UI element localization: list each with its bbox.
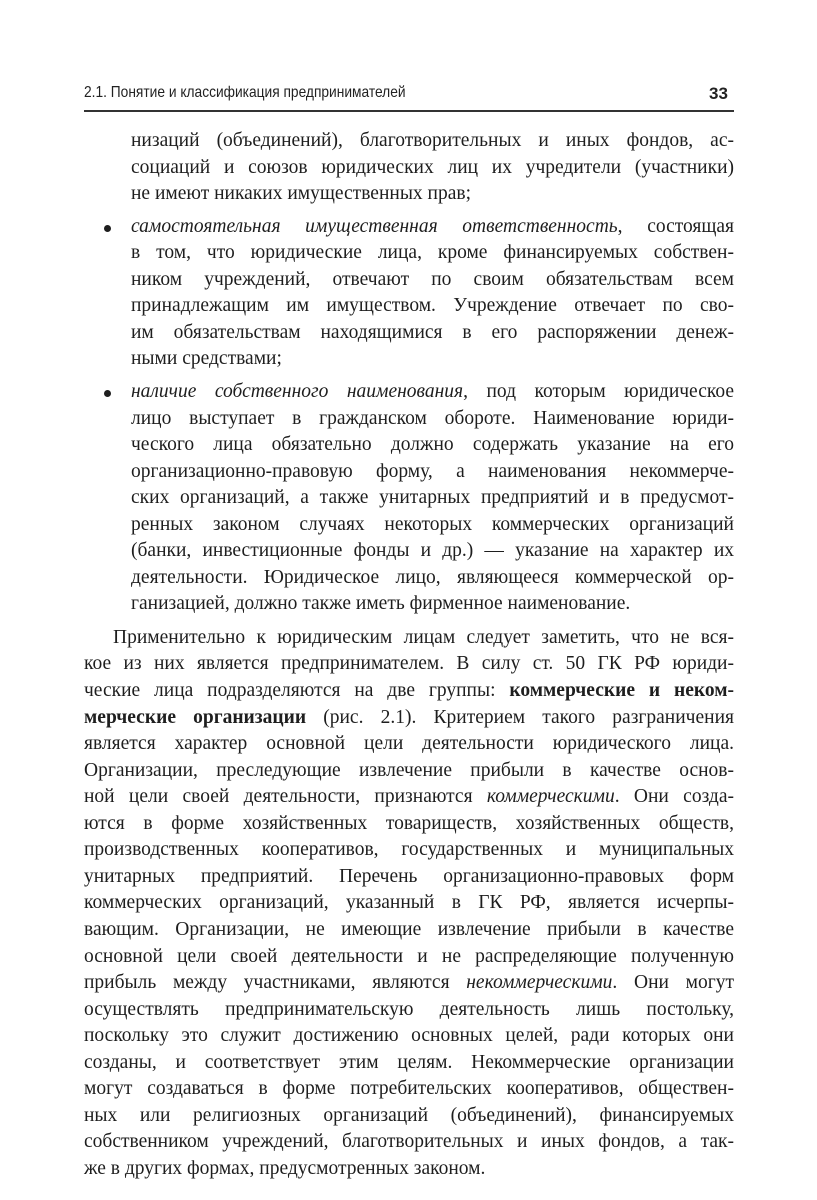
text-line [131, 514, 734, 536]
bullet-item-line [131, 216, 734, 238]
text-line [84, 760, 734, 782]
italic-term: некоммерческими [466, 972, 613, 994]
text-line [131, 183, 734, 205]
text-run: кое из них является предпринимателем. В силу ст. 50 ГК РФ юриди- [84, 653, 734, 675]
text-run: прибыль между участниками, являются [84, 972, 467, 994]
text-run: основной цели своей деятельности и не распределяющие полученную [84, 945, 734, 967]
text-run: ных или религиозных организаций (объединений), финансируемых [84, 1104, 734, 1126]
text-run: (банки, инвестиционные фонды и др.) — указание на характер их [131, 540, 734, 562]
text-line [131, 348, 734, 370]
text-run: осуществлять предпринимательскую деятельность лишь постольку, [84, 998, 734, 1020]
text-run: Организации, преследующие извлечение прибыли в качестве основ- [84, 759, 734, 781]
text-run: организационно-правовую форму, а наименования некоммерче- [131, 460, 734, 482]
text-line [84, 786, 734, 808]
text-line [84, 653, 734, 675]
text-run: унитарных предприятий. Перечень организационно-правовых форм [84, 865, 734, 887]
bullet-icon [104, 390, 111, 397]
text-line [84, 1052, 734, 1074]
text-run: ческие лица подразделяются на две группы: [84, 680, 510, 701]
text-run: социаций и союзов юридических лиц их учредители (участники) [131, 156, 734, 178]
text-run: , под которым юридическое [463, 380, 734, 402]
bullet-item-line [131, 381, 734, 403]
text-line [131, 269, 734, 291]
text-line [84, 707, 734, 729]
text-line [84, 1078, 734, 1100]
text-run: им обязательствам находящимися в его распоряжении денеж- [131, 321, 734, 343]
text-line [84, 813, 734, 835]
header-rule [84, 110, 734, 112]
text-line [84, 999, 734, 1021]
text-run: , состоящая [617, 215, 734, 237]
text-line [131, 434, 734, 456]
text-run: является характер основной цели деятельности юридического лица. [84, 733, 734, 755]
text-run: же в других формах, предусмотренных законом. [84, 1157, 486, 1179]
text-run: (рис. 2.1). Критерием такого разграничения [306, 706, 734, 728]
text-run: ских организаций, а также унитарных предприятий и в предусмот- [131, 487, 734, 509]
bold-term: коммерческие и неком- [509, 680, 734, 701]
text-line [131, 242, 734, 264]
text-run: деятельности. Юридическое лицо, являющееся коммерческой ор- [131, 566, 734, 588]
text-run: ганизацией, должно также иметь фирменное наименование. [131, 593, 631, 615]
text-line [131, 540, 734, 562]
text-run: в том, что юридические лица, кроме финансируемых собствен- [131, 242, 734, 264]
text-run: ренных законом случаях некоторых коммерческих организаций [131, 513, 734, 535]
bold-term: мерческие организации [84, 706, 307, 728]
page-number: 33 [709, 84, 728, 103]
text-line [84, 972, 734, 994]
text-run: производственных кооперативов, государственных и муниципальных [84, 839, 734, 861]
text-run: созданы, и соответствует этим целям. Некоммерческие организации [84, 1051, 734, 1073]
text-run: принадлежащим им имуществом. Учреждение отвечает по сво- [131, 295, 734, 317]
italic-term: наличие собственного наименования [131, 380, 464, 402]
text-run: могут создаваться в форме потребительских кооперативов, обществен- [84, 1078, 734, 1100]
text-line [84, 1131, 734, 1153]
text-line [84, 1158, 734, 1180]
text-run: поскольку это служит достижению основных целей, ради которых они [84, 1025, 734, 1047]
text-run: . Они могут [612, 972, 734, 994]
text-run: лицо выступает в гражданском обороте. Наименование юриди- [131, 407, 734, 429]
text-line [131, 593, 734, 615]
text-run: ются в форме хозяйственных товариществ, хозяйственных обществ, [84, 812, 734, 834]
text-run: собственником учреждений, благотворительных и иных фондов, а так- [84, 1131, 734, 1153]
italic-term: коммерческими [486, 786, 615, 808]
text-run: . Они созда- [614, 786, 734, 808]
text-line [131, 461, 734, 483]
text-line [84, 839, 734, 861]
text-run: не имеют никаких имущественных прав; [131, 183, 472, 205]
text-run: коммерческих организаций, указанный в ГК РФ, является исчерпы- [84, 892, 734, 914]
text-run: вающим. Организации, не имеющие извлечение прибыли в качестве [84, 918, 734, 940]
text-line [131, 487, 734, 509]
text-line [84, 919, 734, 941]
text-run: низаций (объединений), благотворительных и иных фондов, ас- [131, 130, 734, 151]
text-line [84, 1025, 734, 1047]
text-line [84, 892, 734, 914]
text-line [131, 322, 734, 344]
text-run: ной цели своей деятельности, признаются [84, 786, 487, 808]
text-run: Применительно к юридическим лицам следует заметить, что не вся- [113, 626, 734, 648]
text-run: ческого лица обязательно должно содержать указание на его [131, 434, 734, 456]
running-header-title: 2.1. Понятие и классификация предпринимателей [84, 84, 406, 101]
text-line [84, 733, 734, 755]
text-line [113, 627, 734, 649]
text-run: ником учреждений, отвечают по своим обязательствам всем [131, 268, 734, 290]
text-line [84, 1105, 734, 1127]
text-run: ными средствами; [131, 348, 282, 370]
bullet-icon [104, 225, 111, 232]
text-line [131, 157, 734, 179]
text-line [131, 408, 734, 430]
text-line [131, 295, 734, 317]
text-line [84, 946, 734, 968]
text-line [131, 567, 734, 589]
italic-term: самостоятельная имущественная ответственность [131, 215, 618, 237]
text-line [131, 130, 734, 152]
text-line [84, 866, 734, 888]
text-line [84, 680, 734, 702]
